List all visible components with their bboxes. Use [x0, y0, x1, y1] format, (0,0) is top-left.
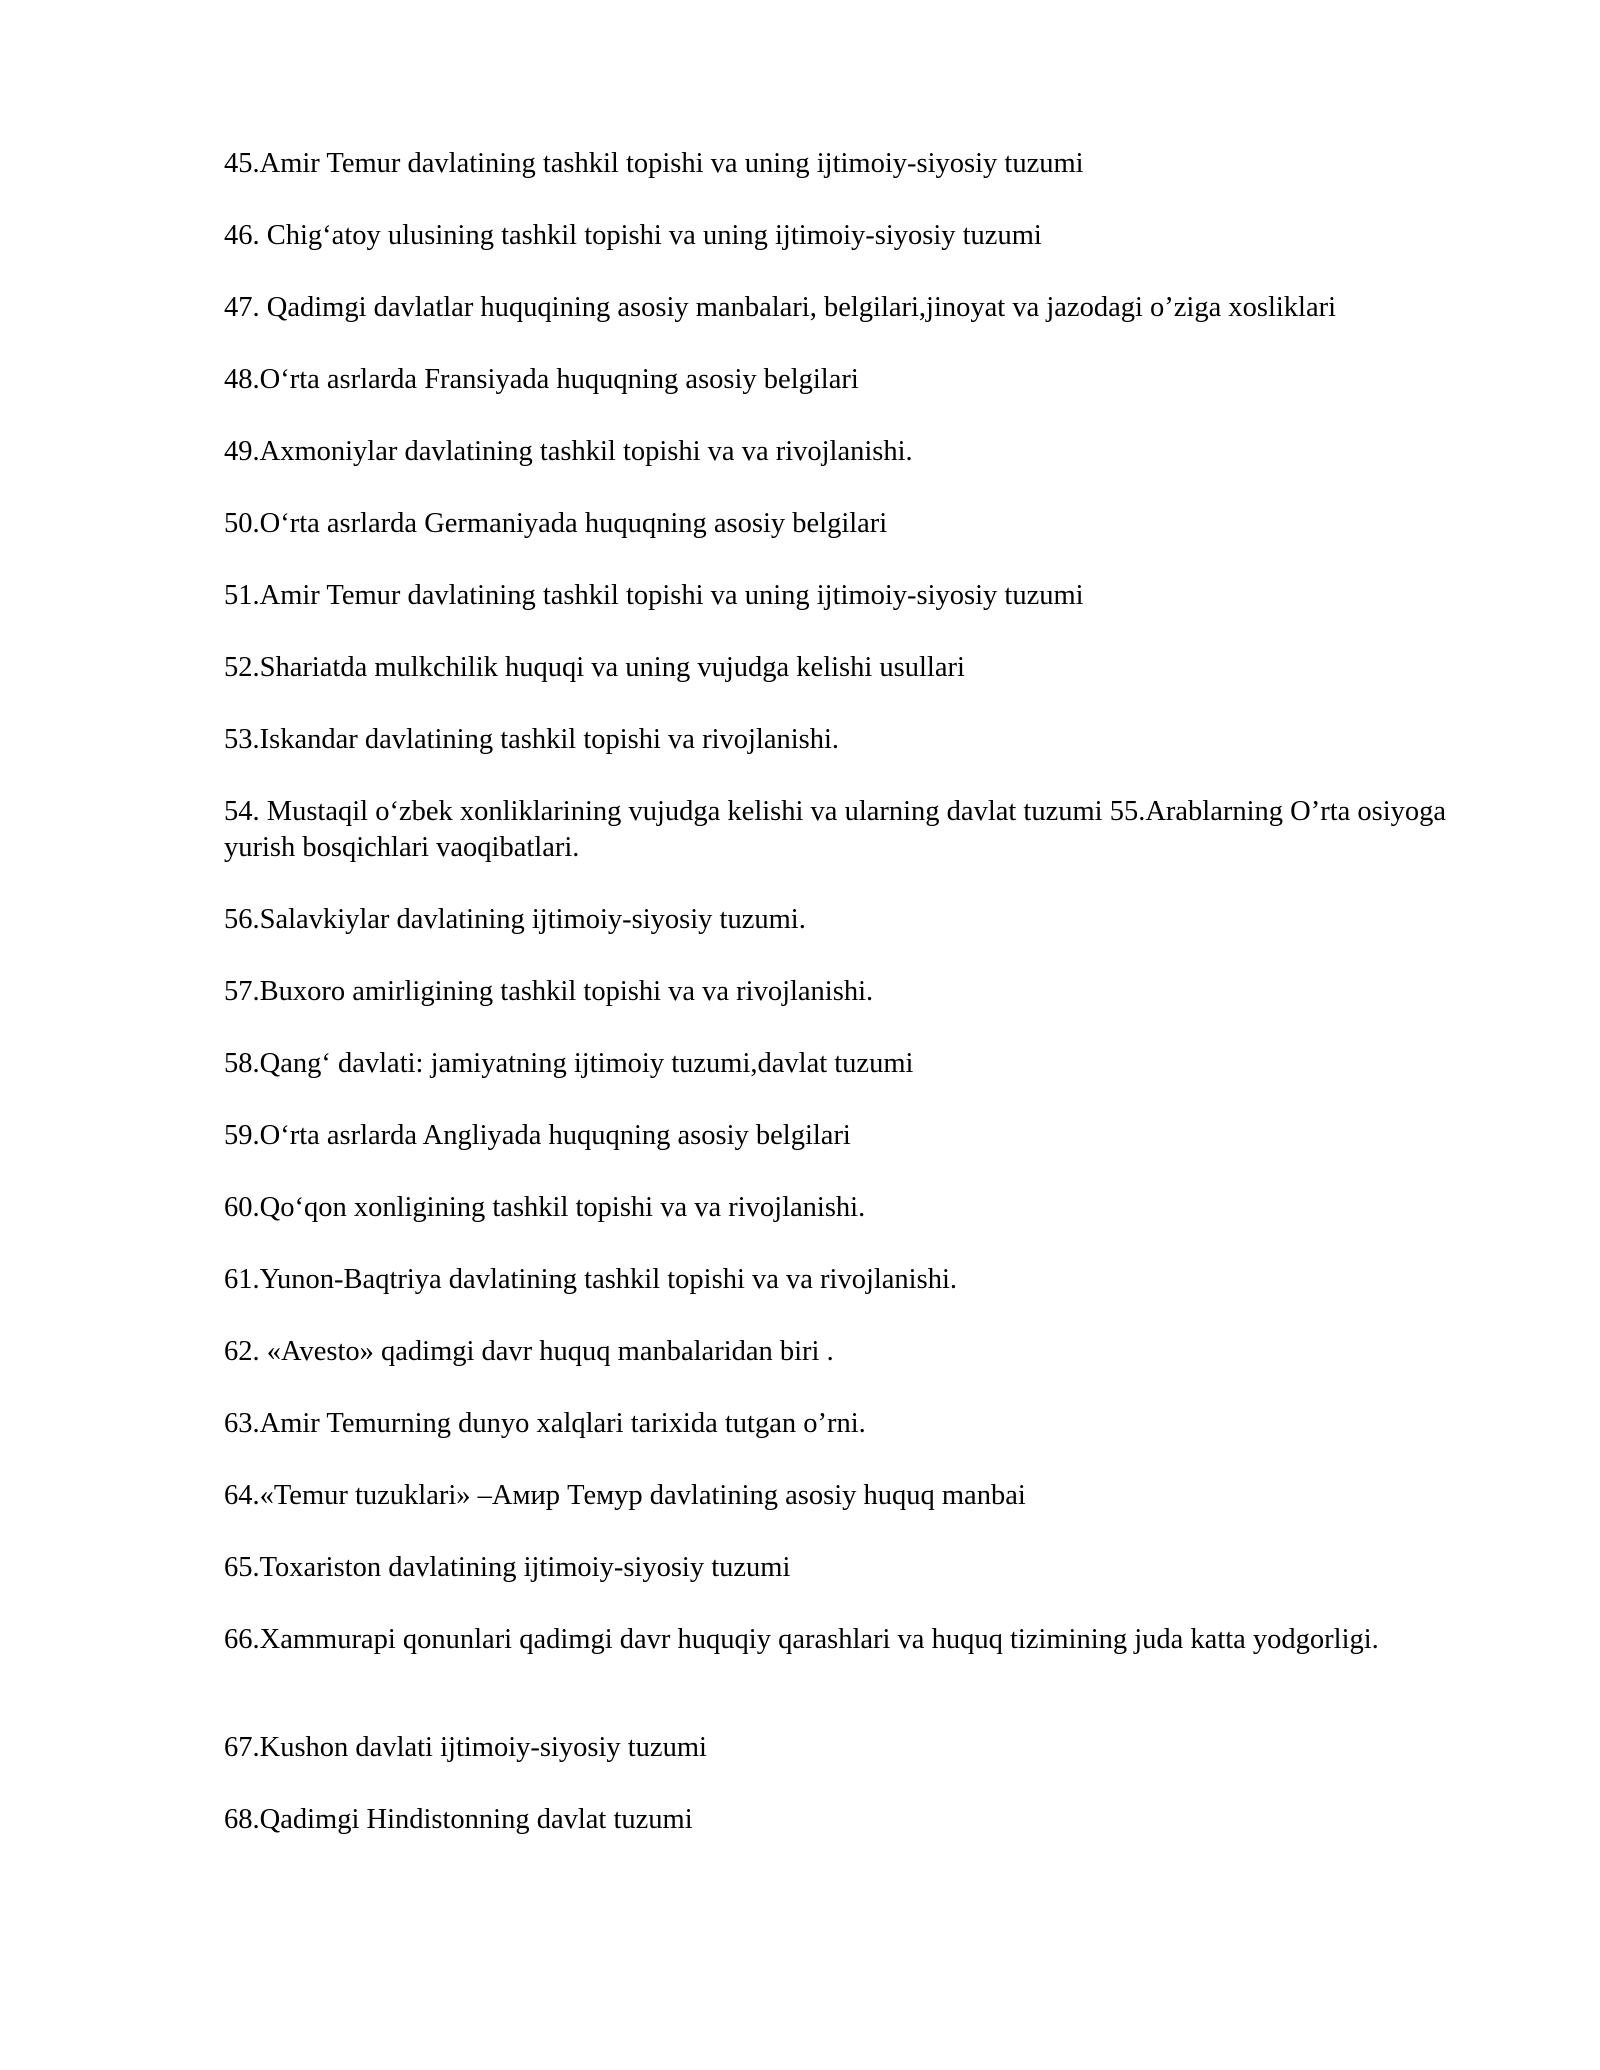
list-item-47: 47. Qadimgi davlatlar huquqining asosiy manbalari, belgilari,jinoyat va jazodagi o’ziga xosliklari	[224, 292, 1337, 323]
list-item-64: 64.«Temur tuzuklari» –Амир Темур davlatining asosiy huquq manbai	[224, 1480, 1026, 1511]
list-item-62: 62. «Avesto» qadimgi davr huquq manbalaridan biri .	[224, 1336, 834, 1367]
list-item-60: 60.Qo‘qon xonligining tashkil topishi va va rivojlanishi.	[224, 1192, 866, 1223]
list-item-57: 57.Buxoro amirligining tashkil topishi va va rivojlanishi.	[224, 976, 874, 1007]
list-item-46: 46. Chig‘atoy ulusining tashkil topishi va uning ijtimoiy-siyosiy tuzumi	[224, 220, 1042, 251]
list-item-65: 65.Toxariston davlatining ijtimoiy-siyosiy tuzumi	[224, 1552, 791, 1583]
list-item-59: 59.O‘rta asrlarda Angliyada huquqning asosiy belgilari	[224, 1120, 851, 1151]
list-item-52: 52.Shariatda mulkchilik huquqi va uning vujudga kelishi usullari	[224, 652, 965, 683]
list-item-45: 45.Amir Temur davlatining tashkil topishi va uning ijtimoiy-siyosiy tuzumi	[224, 148, 1084, 179]
list-item-63: 63.Amir Temurning dunyo xalqlari tarixida tutgan o’rni.	[224, 1408, 866, 1439]
list-item-61: 61.Yunon-Baqtriya davlatining tashkil topishi va va rivojlanishi.	[224, 1264, 957, 1295]
list-item-48: 48.O‘rta asrlarda Fransiyada huquqning asosiy belgilari	[224, 364, 859, 395]
list-item-53: 53.Iskandar davlatining tashkil topishi va rivojlanishi.	[224, 724, 840, 755]
list-item-68: 68.Qadimgi Hindistonning davlat tuzumi	[224, 1804, 693, 1835]
list-item-58: 58.Qang‘ davlati: jamiyatning ijtimoiy tuzumi,davlat tuzumi	[224, 1048, 914, 1079]
list-item-67: 67.Kushon davlati ijtimoiy-siyosiy tuzumi	[224, 1732, 707, 1763]
list-item-66: 66.Xammurapi qonunlari qadimgi davr huquqiy qarashlari va huquq tizimining juda katta yodgorligi.	[224, 1624, 1379, 1655]
list-item-49: 49.Axmoniylar davlatining tashkil topishi va va rivojlanishi.	[224, 436, 913, 467]
list-item-51: 51.Amir Temur davlatining tashkil topishi va uning ijtimoiy-siyosiy tuzumi	[224, 580, 1084, 611]
list-item-56: 56.Salavkiylar davlatining ijtimoiy-siyosiy tuzumi.	[224, 904, 806, 935]
list-item-54-55: 54. Mustaqil o‘zbek xonliklarining vujudga kelishi va ularning davlat tuzumi 55.Arablarning O’rta osiyoga yurish bosqichlari vaoqibatlari.	[224, 796, 1447, 863]
list-item-50: 50.O‘rta asrlarda Germaniyada huquqning asosiy belgilari	[224, 508, 888, 539]
